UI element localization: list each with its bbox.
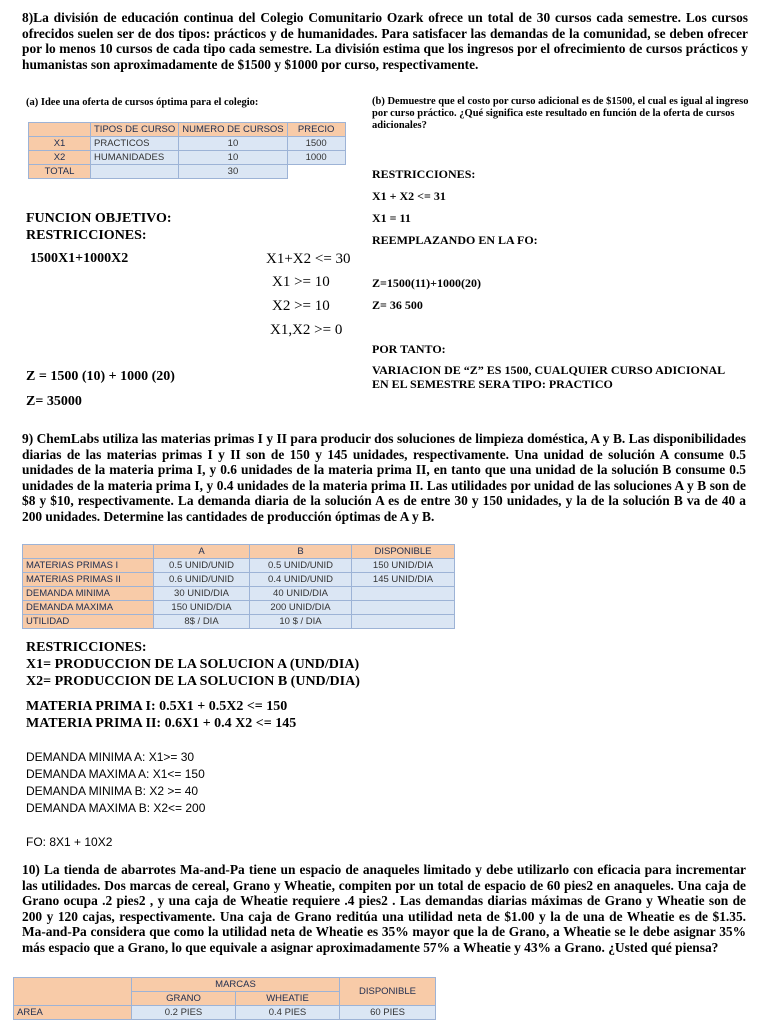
table-row: DEMANDA MINIMA 30 UNID/DIA 40 UNID/DIA <box>23 587 455 601</box>
table-header: NUMERO DE CURSOS <box>179 123 287 137</box>
constraint: X1,X2 >= 0 <box>270 322 343 338</box>
constraint: X1+X2 <= 30 <box>266 251 351 267</box>
table-header: TIPOS DE CURSO <box>91 123 179 137</box>
funcion-objetivo-label: FUNCION OBJETIVO: <box>26 211 172 226</box>
z-result: Z= 35000 <box>26 394 82 409</box>
table-header: PRECIO <box>287 123 345 137</box>
table-row: DEMANDA MAXIMA 150 UNID/DIA 200 UNID/DIA <box>23 601 455 615</box>
b-constraint: X1 = 11 <box>372 211 411 225</box>
b-z-result: Z= 36 500 <box>372 298 423 312</box>
problem8-table <box>28 122 346 179</box>
constraint: X1 >= 10 <box>272 274 330 290</box>
table-row: MATERIAS PRIMAS I 0.5 UNID/UNID 0.5 UNID/UNID 150 UNID/DIA <box>23 559 455 573</box>
problem9-var1: X1= PRODUCCION DE LA SOLUCION A (UND/DIA) <box>26 657 360 672</box>
problem9-restricciones-label: RESTRICCIONES: <box>26 640 147 655</box>
problem9-mp2: MATERIA PRIMA II: 0.6X1 + 0.4 X2 <= 145 <box>26 716 297 731</box>
demanda: DEMANDA MINIMA A: X1>= 30 <box>26 750 195 764</box>
table-row: TOTAL 30 <box>29 165 346 179</box>
table-header: A <box>154 545 250 559</box>
table-row: X2 HUMANIDADES 10 1000 <box>29 151 346 165</box>
z-calc: Z = 1500 (10) + 1000 (20) <box>26 369 175 384</box>
b-conclusion: VARIACION DE “Z” ES 1500, CUALQUIER CURSO ADICIONAL EN EL SEMESTRE SERA TIPO: PRACTICO <box>372 363 725 391</box>
table-header: B <box>250 545 352 559</box>
table-header: GRANO <box>132 992 236 1006</box>
b-z-calc: Z=1500(11)+1000(20) <box>372 276 482 290</box>
table-header: WHEATIE <box>236 992 340 1006</box>
problem9-table <box>22 544 455 629</box>
problem8-statement: 8)La división de educación continua del Colegio Comunitario Ozark ofrece un total de 30 cursos cada semestre. Los cursos ofrecidos suelen ser de dos tipos: prácticos y de humanidades. Para satisfacer las demandas de la comunidad, se deben ofrecer por lo menos 10 cursos de cada tipo cada semestre. La división estima que los ingresos por el ofrecimiento de cursos prácticos y humanistas son aproximadamente de $1500 y $1000 por curso, respectivamente. <box>22 10 748 72</box>
b-restricciones-label: RESTRICCIONES: <box>372 167 476 181</box>
table-row: X1 PRACTICOS 10 1500 <box>29 137 346 151</box>
table-header: DISPONIBLE <box>352 545 455 559</box>
b-reemplazando: REEMPLAZANDO EN LA FO: <box>372 233 538 247</box>
b-constraint: X1 + X2 <= 31 <box>372 189 446 203</box>
table-row: MATERIAS PRIMAS II 0.6 UNID/UNID 0.4 UNID/UNID 145 UNID/DIA <box>23 573 455 587</box>
constraint: X2 >= 10 <box>272 298 330 314</box>
problem10-statement: 10) La tienda de abarrotes Ma-and-Pa tiene un espacio de anaqueles limitado y debe utilizarlo con eficacia para incrementar las utilidades. Dos marcas de cereal, Grano y Wheatie, compiten por un total de espacio de 60 pies2 en anaqueles. Una caja de Grano ocupa .2 pies2 , y una caja de Wheatie requiere .4 pies2 . Las demandas diarias máximas de Grano y Wheatie son de 200 y 120 cajas, respectivamente. Una caja de Grano reditúa una utilidad neta de $1.00 y la de una de Wheatie es de $1.35. Ma-and-Pa considera que como la utilidad neta de Wheatie es 35% mayor que la de Grano, a Wheatie se le debe asignar 35% más espacio que a Grano, lo que equivale a asignar aproximadamente 57% a Wheatie y 43% a Grano. ¿Usted qué piensa? <box>22 862 746 955</box>
b-por-tanto: POR TANTO: <box>372 342 446 356</box>
problem9-mp1: MATERIA PRIMA I: 0.5X1 + 0.5X2 <= 150 <box>26 699 288 714</box>
table-row: AREA 0.2 PIES 0.4 PIES 60 PIES <box>14 1006 436 1020</box>
problem9-fo: FO: 8X1 + 10X2 <box>26 835 113 849</box>
demanda: DEMANDA MAXIMA A: X1<= 150 <box>26 767 205 781</box>
table-group-header: MARCAS <box>132 978 340 992</box>
restricciones-label: RESTRICCIONES: <box>26 228 147 243</box>
problem8-part-b: (b) Demuestre que el costo por curso adicional es de $1500, el cual es igual al ingreso por curso práctico. ¿Qué significa este resultado en función de la oferta de cursos adicionales? <box>372 96 749 131</box>
problem8-part-a: (a) Idee una oferta de cursos óptima para el colegio: <box>26 97 259 108</box>
problem9-statement: 9) ChemLabs utiliza las materias primas I y II para producir dos soluciones de limpieza doméstica, A y B. Las disponibilidades diarias de las materias primas I y II son de 150 y 145 unidades, respectivamente. Una unidad de solución A consume 0.5 unidades de la materia prima I, y 0.6 unidades de la materia prima II, en tanto que una unidad de la solución B consume 0.5 unidades de la materia prima I, y 0.4 unidades de la materia prima II. Las utilidades por unidad de las soluciones A y B son de $8 y $10, respectivamente. La demanda diaria de la solución A es de entre 30 y 150 unidades, y la de la solución B va de 40 a 200 unidades. Determine las cantidades de producción óptimas de A y B. <box>22 431 746 524</box>
table-row: UTILIDAD 8$ / DIA 10 $ / DIA <box>23 615 455 629</box>
problem9-var2: X2= PRODUCCION DE LA SOLUCION B (UND/DIA) <box>26 674 360 689</box>
problem10-table <box>13 977 436 1020</box>
demanda: DEMANDA MAXIMA B: X2<= 200 <box>26 801 206 815</box>
table-header: DISPONIBLE <box>340 978 436 1006</box>
demanda: DEMANDA MINIMA B: X2 >= 40 <box>26 784 199 798</box>
problem8-fo: 1500X1+1000X2 <box>30 251 129 266</box>
